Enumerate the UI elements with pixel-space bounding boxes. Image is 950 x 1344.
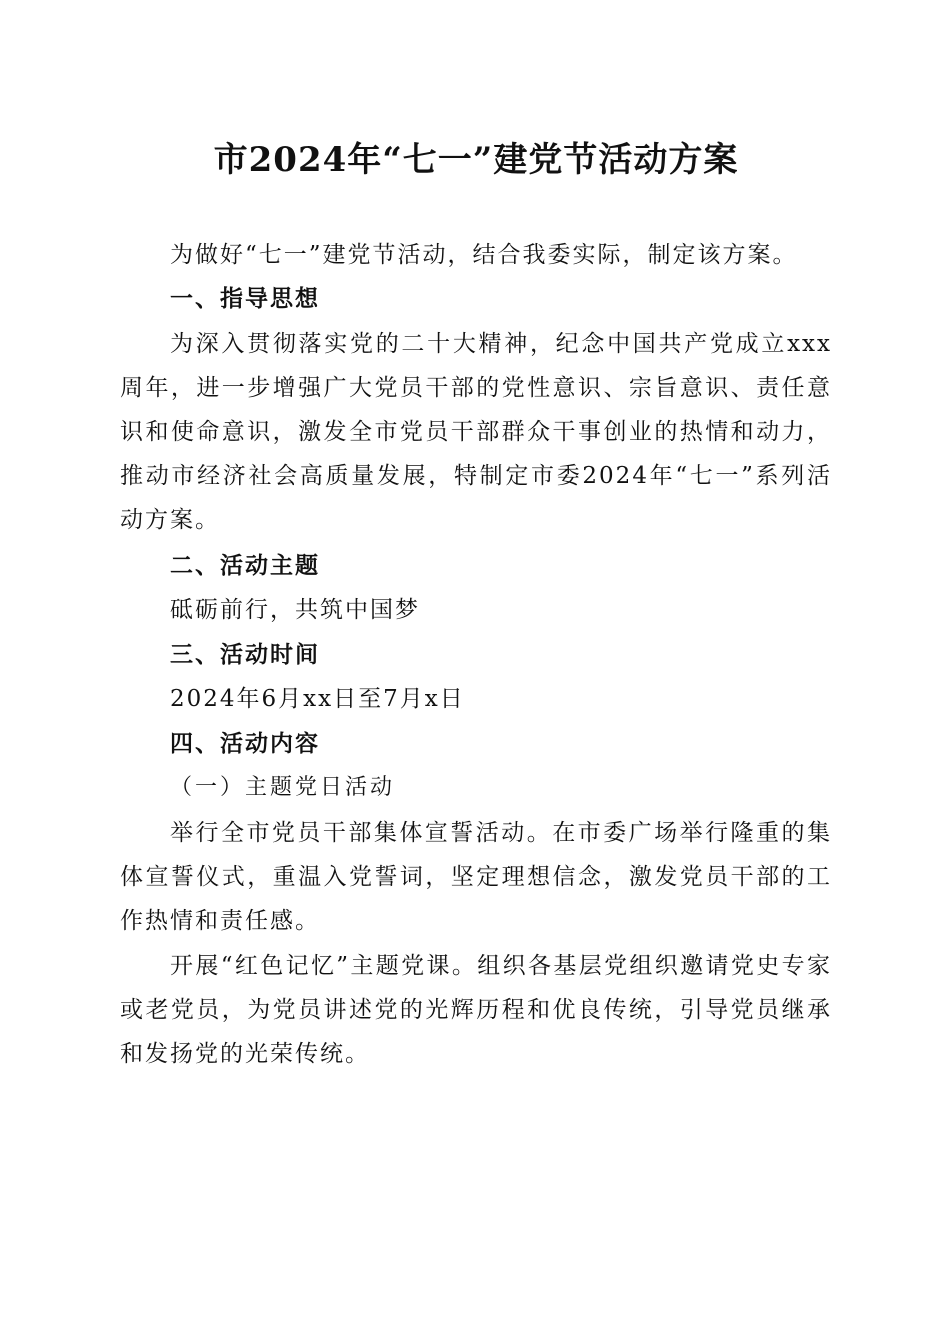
section-heading-activity-content: 四、活动内容 — [170, 731, 320, 757]
subheading-theme-party-day: （一）主题党日活动 — [170, 775, 396, 800]
activity-theme-text: 砥砺前行，共筑中国梦 — [170, 597, 420, 623]
document-page — [120, 0, 832, 1344]
activity-time-text: 2024年6月xx日至7月x日 — [170, 686, 465, 712]
section-heading-activity-theme: 二、活动主题 — [170, 553, 320, 579]
intro-paragraph: 为做好“七一”建党节活动，结合我委实际，制定该方案。 — [170, 242, 798, 268]
section-heading-activity-time: 三、活动时间 — [170, 642, 320, 668]
section-heading-guiding-ideology: 一、指导思想 — [170, 286, 320, 312]
document-title: 市2024年“七一”建党节活动方案 — [213, 140, 739, 180]
content-paragraph-oath: 举行全市党员干部集体宣誓活动。在市委广场举行隆重的集体宣誓仪式，重温入党誓词，坚定理想信念，激发党员干部的工作热情和责任感。 — [120, 820, 832, 934]
content-paragraph-red-memory: 开展“红色记忆”主题党课。组织各基层党组织邀请党史专家或老党员，为党员讲述党的光辉历程和优良传统，引导党员继承和发扬党的光荣传统。 — [120, 953, 832, 1067]
guiding-ideology-paragraph: 为深入贯彻落实党的二十大精神，纪念中国共产党成立xxx周年，进一步增强广大党员干部的党性意识、宗旨意识、责任意识和使命意识，激发全市党员干部群众干事创业的热情和动力，推动市经济社会高质量发展，特制定市委2024年“七一”系列活动方案。 — [120, 331, 832, 533]
